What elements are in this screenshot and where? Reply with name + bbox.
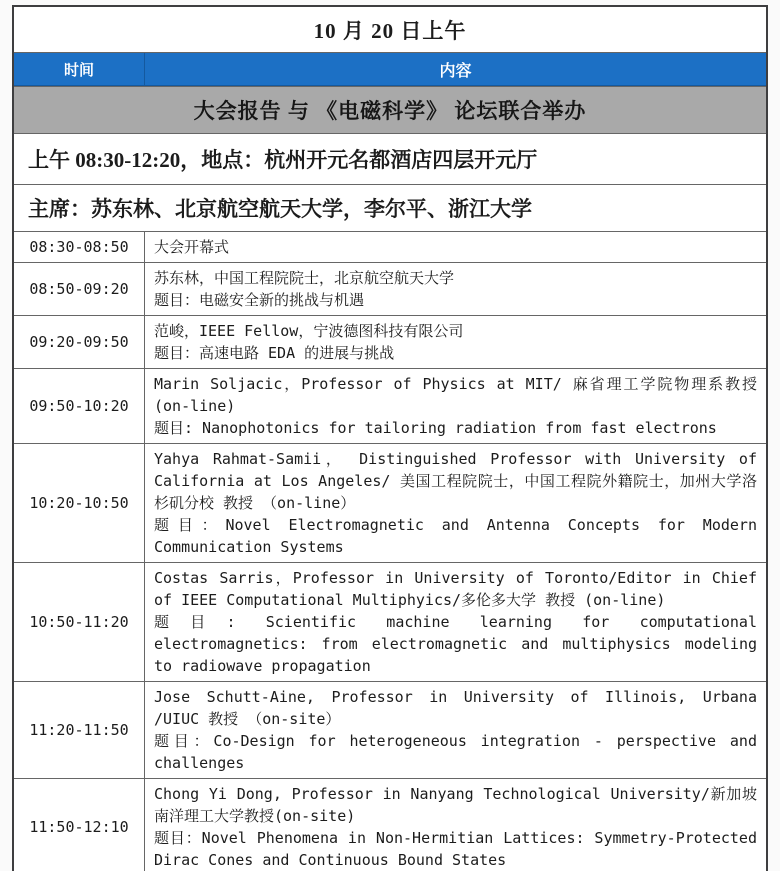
agenda-topic: 题目：Novel Electromagnetic and Antenna Concepts for Modern Communication Systems [154, 516, 757, 556]
session-info-text: 上午 08:30-12:20，地点：杭州开元名都酒店四层开元厅 [28, 148, 538, 172]
session-banner-text: 大会报告 与 《电磁科学》 论坛联合举办 [193, 99, 587, 123]
agenda-topic: 题目：Co-Design for heterogeneous integration - perspective and challenges [154, 732, 757, 772]
agenda-content [145, 682, 766, 778]
agenda-time: 10:20-10:50 [14, 444, 145, 562]
column-header-row [14, 52, 766, 86]
schedule-table [12, 5, 768, 871]
agenda-time: 08:50-09:20 [14, 263, 145, 315]
agenda-row [14, 562, 766, 681]
agenda-content [145, 232, 766, 262]
session-chairs [14, 184, 766, 231]
agenda-topic: 大会开幕式 [154, 238, 230, 256]
date-title-text: 10 月 20 日上午 [313, 18, 467, 43]
agenda-content [145, 316, 766, 368]
agenda-topic: 题目: Nanophotonics for tailoring radiation from fast electrons [154, 419, 717, 437]
date-title [14, 7, 766, 52]
agenda-time: 08:30-08:50 [14, 232, 145, 262]
content-column-header: 内容 [439, 62, 472, 80]
agenda-speaker: Jose Schutt-Aine, Professor in University of Illinois, Urbana /UIUC 教授 （on-site） [154, 688, 757, 728]
agenda-time: 09:50-10:20 [14, 369, 145, 443]
agenda-content [145, 563, 766, 681]
agenda-speaker: 苏东林，中国工程院院士，北京航空航天大学 [154, 269, 455, 287]
agenda-row [14, 368, 766, 443]
time-column-header: 时间 [14, 53, 145, 85]
agenda-row [14, 231, 766, 262]
agenda-time: 09:20-09:50 [14, 316, 145, 368]
agenda-speaker: Marin Soljacic，Professor of Physics at MIT/ 麻省理工学院物理系教授 (on-line) [154, 375, 757, 415]
agenda-topic: 题目：高速电路 EDA 的进展与挑战 [154, 344, 395, 362]
agenda-content [145, 444, 766, 562]
session-chairs-text: 主席：苏东林、北京航空航天大学，李尔平、浙江大学 [28, 197, 532, 221]
agenda-row [14, 262, 766, 315]
agenda-time: 11:50-12:10 [14, 779, 145, 871]
agenda-content [145, 369, 766, 443]
agenda-speaker: 范峻，IEEE Fellow，宁波德图科技有限公司 [154, 322, 464, 340]
agenda-content [145, 263, 766, 315]
agenda-time: 11:20-11:50 [14, 682, 145, 778]
agenda-content [145, 779, 766, 871]
agenda-topic: 题目：Novel Phenomena in Non-Hermitian Lattices: Symmetry-Protected Dirac Cones and Continuous Bound States [154, 829, 757, 869]
agenda-speaker: Chong Yi Dong, Professor in Nanyang Technological University/新加坡南洋理工大学教授(on-site) [154, 785, 757, 825]
agenda-topic: 题目：电磁安全新的挑战与机遇 [154, 291, 365, 309]
agenda-row [14, 681, 766, 778]
agenda-time: 10:50-11:20 [14, 563, 145, 681]
session-info [14, 133, 766, 184]
agenda-row [14, 778, 766, 871]
agenda-speaker: Yahya Rahmat-Samii， Distinguished Professor with University of California at Los Angeles/ 美国工程院院士，中国工程院外籍院士，加州大学洛杉矶分校 教授 （on-line） [154, 450, 757, 512]
session-banner [14, 86, 766, 133]
agenda-row [14, 315, 766, 368]
agenda-row [14, 443, 766, 562]
agenda-speaker: Costas Sarris，Professor in University of Toronto/Editor in Chief of IEEE Computational Multiphyics/多伦多大学 教授 (on-line) [154, 569, 757, 609]
agenda-topic: 题目: Scientific machine learning for computational electromagnetics: from electromagnetic and multiphysics modeling to radiowave propagation [154, 613, 757, 675]
